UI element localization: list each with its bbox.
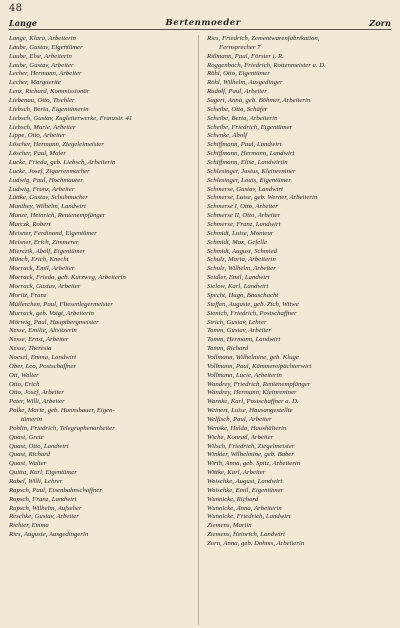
- directory-entry: Winkler, Wilhelmine, geb. Baber: [207, 451, 294, 459]
- directory-entry: Löscher, Paul, Maler: [9, 150, 66, 158]
- directory-entry: Nesse, Theresia: [9, 345, 52, 353]
- directory-entry: Schmerse II, Otto, Arbeiter: [207, 212, 281, 220]
- directory-entry: Rapsch, Franz, Landwirt: [9, 495, 77, 503]
- directory-entry: Morrack, Emil, Arbeiter: [9, 265, 75, 273]
- directory-entry: Rabel, Willi, Lehrer: [9, 477, 63, 485]
- directory-entry: Stenich, Friedrich, Postschaffner: [207, 309, 297, 317]
- directory-entry: Wunnicke, Richard: [207, 495, 259, 503]
- directory-entry: Meisner, Erich, Zimmerer: [9, 238, 79, 246]
- directory-entry: Woischke, Emil, Eigentümer: [207, 486, 284, 494]
- directory-entry: Schmidt, August, Schmied: [207, 247, 277, 255]
- left-column: [9, 35, 199, 625]
- directory-entry: Schlesinger, Justus, Kleinrentner: [207, 167, 296, 175]
- directory-entry: Wandrey, Friedrich, Rentenempfänger: [207, 380, 311, 388]
- directory-entry: Scheibe, Berta, Arbeiterin: [207, 114, 278, 122]
- directory-entry: tümerin: [21, 415, 42, 423]
- running-header: [9, 16, 391, 30]
- directory-entry: Strich, Gustav, Lehrer: [207, 318, 267, 326]
- directory-entry: Liebenau, Otto, Tischler: [9, 97, 75, 105]
- directory-entry: Woischke, August, Landwirt: [207, 477, 283, 485]
- directory-entry: Schmerse, Gustav, Landwirt: [207, 185, 283, 193]
- directory-entry: Warnke, Karl, Postschaffner a. D.: [207, 398, 299, 406]
- directory-entry: Steffen, Auguste, geb. Zich, Witwe: [207, 300, 299, 308]
- directory-entry: Ober, Leo, Postschaffner: [9, 362, 77, 370]
- directory-entry: Lucke, Frieda, geb. Liebsch, Arbeiterin: [9, 159, 116, 167]
- directory-entry: Ott, Walter: [9, 371, 39, 379]
- directory-entry: Morrack, Frieda, geb. Kurzweg, Arbeiterin: [9, 274, 126, 282]
- directory-entry: Wittke, Karl, Arbeiter: [207, 469, 266, 477]
- directory-entry: Rapsch, Wilhelm, Aufseher: [9, 504, 82, 512]
- directory-entry: Röhl, Otto, Eigentümer: [207, 70, 270, 78]
- directory-entry: Wirth, Anna, geb. Spitz, Arbeiterin: [207, 460, 301, 468]
- directory-entry: Lippe, Otto, Arbeiter: [9, 132, 66, 140]
- directory-entry: Zorn, Anna, geb. Dohms, Arbeiterin: [207, 539, 305, 547]
- directory-entry: Schiffmann, Elise, Landwirtin: [207, 159, 288, 167]
- directory-entry: Ries, Friedrich, Zementwarenfabrikation,: [207, 35, 320, 42]
- directory-entry: Mörwig, Paul, Hauptbergmeister: [9, 318, 99, 326]
- directory-entry: Schiffmann, Hermann, Landwirt: [207, 150, 295, 158]
- directory-entry: Weinert, Luise, Hausangestellte: [207, 407, 293, 415]
- directory-entry: Otto, Erich: [9, 380, 40, 388]
- directory-entry: Quitta, Karl, Eigentümer: [9, 469, 77, 477]
- directory-entry: Nesse, Emilie, Altsitzerin: [9, 327, 77, 335]
- directory-entry: Scheibe, Otto, Schäfer: [207, 105, 268, 113]
- directory-entry: Lucke, Josef, Zigarrenmacher: [9, 167, 90, 175]
- header-right: Zorn: [369, 17, 391, 28]
- directory-entry: Wunnicke, Friedrich, Landwirt: [207, 513, 291, 521]
- directory-entry: Lüttke, Gustav, Schuhmacher: [9, 194, 88, 202]
- directory-entry: Ludwig, Paul, Hochmaurer: [9, 176, 83, 184]
- directory-entry: Laube, Gustav, Arbeiter: [9, 61, 74, 69]
- directory-entry: Noesel, Emma, Landwirt: [9, 353, 77, 361]
- directory-entry: Specht, Hugo, Bauschacht: [207, 291, 279, 299]
- directory-entry: Moritz, Franz: [9, 291, 47, 299]
- directory-entry: Scheibe, Friedrich, Eigentümer: [207, 123, 293, 131]
- directory-entry: Peter, Willi, Arbeiter: [9, 398, 65, 406]
- directory-entry: Rudolf, Paul, Arbeiter: [207, 88, 267, 96]
- directory-entry: Tamm, Hermann, Landwirt: [207, 336, 281, 344]
- directory-entry: Schulz, Marta, Arbeiterin: [207, 256, 276, 264]
- directory-entry: Wenske, Hulda, Haushälterin: [207, 424, 287, 432]
- header-center: Bertenmoeder: [165, 17, 241, 28]
- directory-entry: Vollmann, Paul, Kämmereipächterwirt: [207, 362, 312, 370]
- directory-entry: Manthey, Wilhelm, Landwirt: [9, 203, 86, 211]
- directory-entry: Schmerse, Luise, geb. Werner, Arbeiterin: [207, 194, 318, 202]
- directory-entry: Tamm, Gustav, Arbeiter: [207, 327, 272, 335]
- directory-entry: Quast, Otto, Landwirt: [9, 442, 69, 450]
- directory-entry: Laube, Else, Arbeiterin: [9, 52, 72, 60]
- directory-entry: Lange, Klara, Arbeiterin: [9, 35, 77, 42]
- directory-entry: Liebsch, Gustav, Zugleiterwerke, Franzstr. 41: [9, 114, 133, 122]
- directory-entry: Murrack, geb. Voigt, Arbeiterin: [9, 309, 94, 317]
- directory-entry: Löscher, Hermann, Ziegeleimeister: [9, 141, 104, 149]
- directory-entry: Schmerse, Franz, Landwirt: [207, 221, 281, 229]
- directory-entry: Röhl, Wilhelm, Ausgedinger: [207, 79, 283, 87]
- two-column-listing: [9, 35, 391, 625]
- directory-entry: Liebsch, Berta, Eigentümerin: [9, 105, 89, 113]
- directory-entry: Müllerchen, Paul, Fliesenlegermeister: [9, 300, 113, 308]
- directory-entry: Nesse, Ernst, Arbeiter: [9, 336, 69, 344]
- directory-entry: Quast, Grete: [9, 433, 44, 441]
- directory-entry: Laube, Gustav, Eigentümer: [9, 43, 83, 51]
- directory-entry: Tamm, Richard: [207, 345, 249, 353]
- directory-entry: Wandrey, Hermann, Kleinrentner: [207, 389, 297, 397]
- directory-entry: Ries, Auguste, Ausgedingerin: [9, 531, 89, 539]
- directory-entry: Polke, Marie, geb. Hannsbauer, Eigen-: [9, 407, 115, 415]
- directory-entry: Schmidt, Max, Gefelle: [207, 238, 267, 246]
- directory-entry: Quast, Richard: [9, 451, 50, 459]
- directory-entry: Sagert, Anna, geb. Böhmer, Arbeiterin: [207, 97, 311, 105]
- directory-entry: Schulz, Wilhelm, Arbeiter: [207, 265, 276, 273]
- directory-entry: Pohlin, Friedrich, Telegraphenarbeiter: [9, 424, 115, 432]
- directory-entry: Lecher, Marguerite: [9, 79, 61, 87]
- directory-entry: Rapsch, Paul, Eisenbahnschaffner: [9, 486, 102, 494]
- directory-entry: Liebsch, Marie, Arbeiter: [9, 123, 76, 131]
- directory-entry: Schmidt, Luise, Monteur: [207, 229, 274, 237]
- directory-entry: Otto, Josef, Arbeiter: [9, 389, 64, 397]
- directory-entry: Morrack, Gustav, Arbeiter: [9, 283, 81, 291]
- directory-entry: Meisner, Ferdinand, Eigentümer: [9, 229, 97, 237]
- directory-entry: Lecher, Hermann, Arbeiter: [9, 70, 82, 78]
- directory-entry: Lenz, Richard, Kommissionär: [9, 88, 90, 96]
- directory-entry: Marczk, Robert: [9, 221, 51, 229]
- directory-entry: Schiffmann, Paul, Landwirt: [207, 141, 282, 149]
- directory-entry: Mierczik, Abolf, Eigentümer: [9, 247, 86, 255]
- directory-entry: Wilsch, Friedrich, Ziegelmeister: [207, 442, 295, 450]
- directory-entry: Fernsprecher 7: [219, 43, 261, 51]
- directory-entry: Wunnicke, Anna, Arbeiterin: [207, 504, 282, 512]
- directory-entry: Quast, Walter: [9, 460, 47, 468]
- directory-entry: Ziemens, Heinrich, Landwirt: [207, 531, 286, 539]
- directory-entry: Roggenbach, Friedrich, Rottenmeister a. D.: [207, 61, 326, 69]
- directory-entry: Richter, Emma: [9, 522, 49, 530]
- header-left: Lange: [9, 17, 37, 28]
- directory-entry: Ziemens, Martin: [207, 522, 252, 530]
- directory-entry: Welfisch, Paul, Arbeiter: [207, 415, 272, 423]
- directory-entry: Schlesinger, Louis, Eigentümer: [207, 176, 291, 184]
- right-column: [207, 35, 391, 625]
- directory-entry: Schmerse I, Otto, Arbeiter: [207, 203, 278, 211]
- page-number: 48: [9, 3, 23, 14]
- directory-entry: Münch, Erich, Knecht: [9, 256, 69, 264]
- directory-entry: Vollmann, Wilhelmine, geb. Kluge: [207, 353, 299, 361]
- directory-entry: Vollmann, Lucie, Arbeiterin: [207, 371, 282, 379]
- directory-entry: Reschke, Gustav, Arbeiter: [9, 513, 79, 521]
- directory-entry: Manze, Heinrich, Rentenempfänger: [9, 212, 106, 220]
- directory-entry: Schenke, Abolf: [207, 132, 247, 140]
- directory-entry: Sielow, Karl, Landwirt: [207, 283, 269, 291]
- directory-entry: Rißmann, Paul, Förster i. R.: [207, 52, 284, 60]
- directory-entry: Seidler, Emil, Landwirt: [207, 274, 270, 282]
- directory-entry: Wiche, Konrad, Arbeiter: [207, 433, 274, 441]
- directory-entry: Ludwig, Franz, Arbeiter: [9, 185, 75, 193]
